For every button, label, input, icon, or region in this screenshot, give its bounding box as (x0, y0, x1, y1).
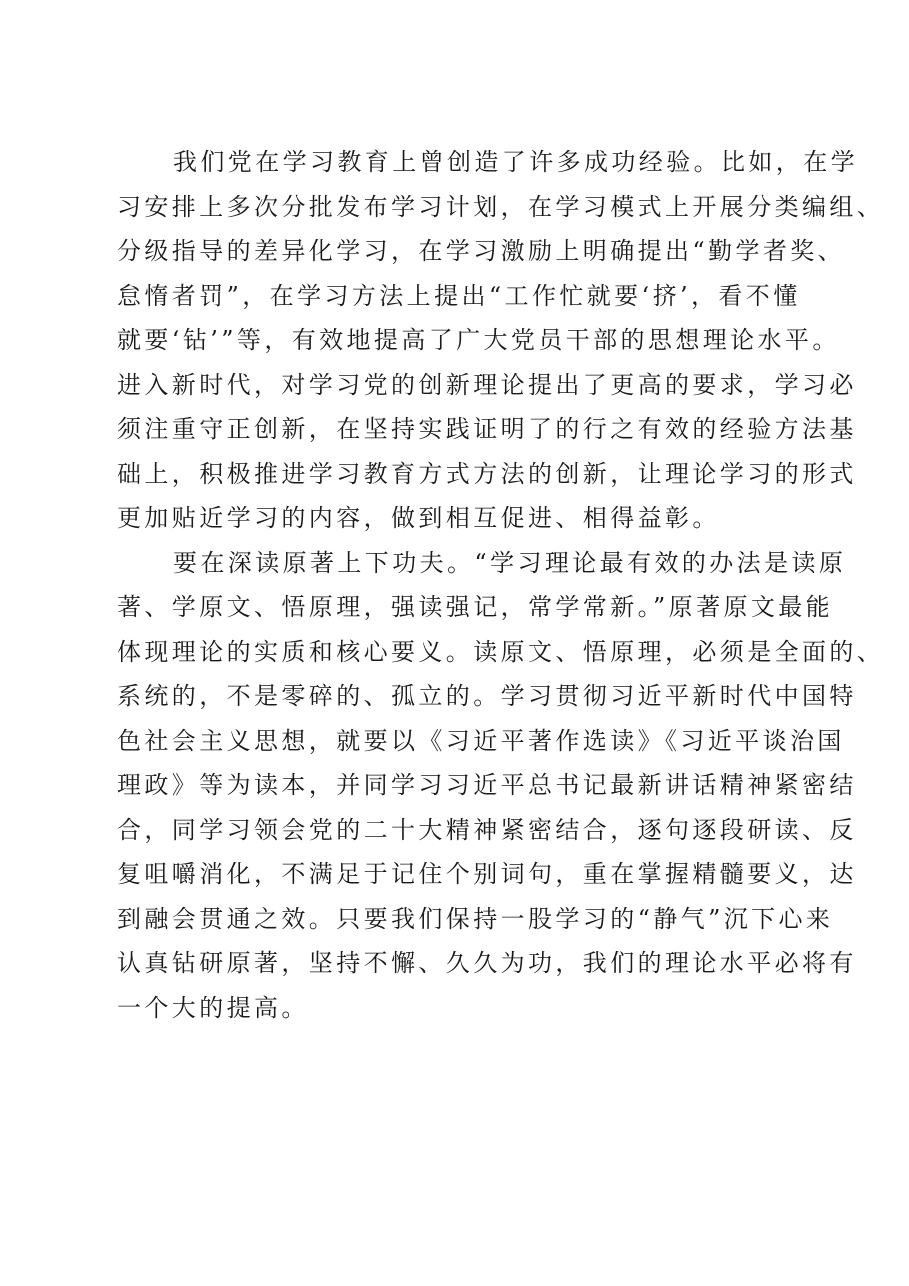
paragraph-original-works (117, 541, 885, 1031)
paragraph-line: 就要‘钻’”等，有效地提高了广大党员干部的思想理论水平。 (117, 326, 840, 354)
paragraph-line: 更加贴近学习的内容，做到相互促进、相得益彰。 (117, 504, 720, 532)
paragraph-line: 怠惰者罚”，在学习方法上提出“工作忙就要‘挤’，看不懂 (117, 281, 801, 310)
paragraph-line: 须注重守正创新，在坚持实践证明了的行之有效的经验方法基 (117, 415, 857, 443)
paragraph-line: 习安排上多次分批发布学习计划，在学习模式上开展分类编组、 (117, 192, 885, 221)
paragraph-line: 著、学原文、悟原理，强读强记，常学常新。”原著原文最能 (117, 593, 834, 621)
paragraph-line: 合，同学习领会党的二十大精神紧密结合，逐句逐段研读、反 (117, 815, 857, 844)
paragraph-line: 系统的，不是零碎的、孤立的。学习贯彻习近平新时代中国特 (117, 682, 857, 710)
paragraph-line: 到融会贯通之效。只要我们保持一股学习的“静气”沉下心来 (117, 904, 834, 933)
paragraph-line: 认真钻研原著，坚持不懈、久久为功，我们的理论水平必将有 (117, 949, 857, 977)
body-text (117, 140, 885, 1030)
paragraph-line: 要在深读原著上下功夫。“学习理论最有效的办法是读原 (173, 548, 847, 577)
paragraph-line: 理政》等为读本，并同学习习近平总书记最新讲话精神紧密结 (117, 771, 857, 799)
paragraph-line: 分级指导的差异化学习，在学习激励上明确提出“勤学者奖、 (117, 237, 846, 265)
paragraph-line: 础上，积极推进学习教育方式方法的创新，让理论学习的形式 (117, 459, 857, 488)
paragraph-line: 色社会主义思想，就要以《习近平著作选读》《习近平谈治国 (117, 726, 845, 755)
paragraph-line: 一个大的提高。 (117, 993, 309, 1022)
paragraph-line: 体现理论的实质和核心要义。读原文、悟原理，必须是全面的、 (117, 637, 885, 666)
paragraph-line: 进入新时代，对学习党的创新理论提出了更高的要求，学习必 (117, 370, 857, 399)
paragraph-line: 我们党在学习教育上曾创造了许多成功经验。比如，在学 (173, 148, 858, 176)
paragraph-line: 复咀嚼消化，不满足于记住个别词句，重在掌握精髓要义，达 (117, 860, 857, 888)
paragraph-experience (117, 140, 885, 541)
